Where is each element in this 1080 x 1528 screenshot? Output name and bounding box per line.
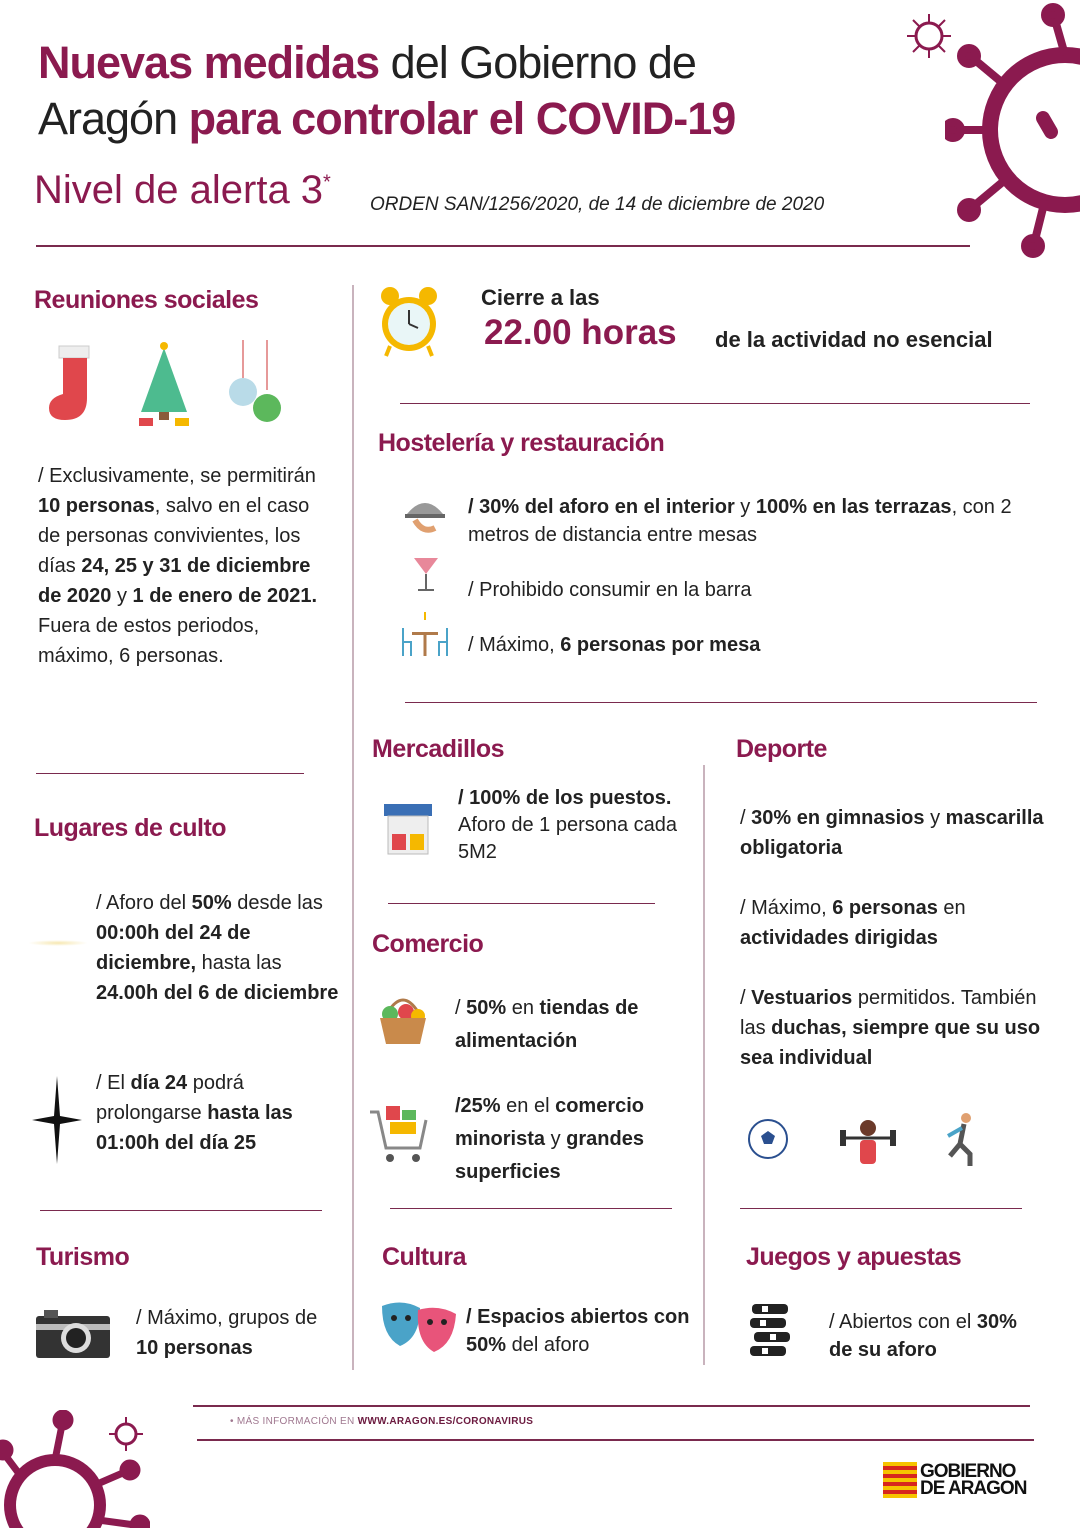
section-title-comercio: Comercio <box>372 930 484 958</box>
text: / Exclusivamente, se permitirán <box>38 465 316 487</box>
more-info: • MÁS INFORMACIÓN EN WWW.ARAGON.ES/CORONAVIRUS <box>230 1416 534 1427</box>
text: y <box>111 585 133 607</box>
text: en <box>937 897 966 919</box>
alert-level-text: Nivel de alerta 3 <box>34 168 324 212</box>
divider <box>36 245 970 247</box>
bold-text: / 100% de los puestos. <box>458 787 672 809</box>
more-info-label: MÁS INFORMACIÓN EN <box>236 1416 358 1427</box>
cultura-text <box>466 1303 701 1359</box>
bold-text: duchas, siempre que su uso sea individual <box>740 1017 1041 1069</box>
alarm-clock-icon <box>378 284 440 358</box>
text: , con 2 metros de distancia entre mesas <box>468 496 1012 546</box>
comercio-item <box>455 992 695 1058</box>
section-title-cultura: Cultura <box>382 1243 466 1271</box>
food-basket-icon <box>376 992 430 1048</box>
alert-level <box>34 168 331 213</box>
table-chairs-icon <box>400 612 450 658</box>
runner-icon <box>940 1112 980 1170</box>
text: Aforo de 1 persona cada 5M2 <box>458 814 678 863</box>
text: / Abiertos con el <box>829 1311 977 1333</box>
comercio-item <box>455 1090 700 1189</box>
more-info-link[interactable]: WWW.ARAGON.ES/CORONAVIRUS <box>357 1416 534 1427</box>
bold-text: 00:00h del 24 de diciembre, <box>96 922 251 974</box>
bold-text: 50% <box>466 997 507 1019</box>
aragon-flag-icon <box>883 1462 917 1498</box>
divider <box>405 702 1037 703</box>
hosteleria-item <box>468 493 1038 549</box>
closing-time: 22.00 horas <box>484 313 677 352</box>
hosteleria-item <box>468 630 760 660</box>
text: / Aforo del <box>96 892 192 914</box>
section-title-turismo: Turismo <box>36 1243 130 1271</box>
bold-text: 6 personas por mesa <box>560 634 761 656</box>
shopping-cart-icon <box>368 1102 430 1166</box>
bold-text: / Espacios abiertos con 50% <box>466 1306 690 1356</box>
text: permitidos. También las <box>740 987 1037 1039</box>
divider <box>193 1405 1030 1407</box>
bold-text: para controlar el COVID-19 <box>188 93 736 144</box>
glow-icon <box>28 940 88 946</box>
text: hasta las <box>196 952 282 974</box>
bold-text: tiendas de alimentación <box>455 997 639 1052</box>
bold-text: 10 personas <box>136 1337 253 1359</box>
bold-text: 30% en gimnasios <box>751 807 925 829</box>
divider <box>400 403 1030 404</box>
casino-chips-icon <box>748 1302 792 1358</box>
logo-line-2: DE ARAGON <box>920 1478 1027 1499</box>
text: en <box>506 997 540 1019</box>
alert-asterisk: * <box>323 171 331 194</box>
small-virus-icon <box>905 12 953 60</box>
sparkle-star-icon <box>32 1076 82 1164</box>
text: / <box>740 807 752 829</box>
virus-icon <box>945 0 1080 260</box>
text: podrá prolongarse <box>96 1072 244 1124</box>
christmas-tree-icon <box>135 340 193 428</box>
text: en el <box>500 1095 556 1117</box>
divider <box>740 1208 1022 1209</box>
cocktail-icon <box>412 550 440 594</box>
deporte-item <box>740 983 1060 1073</box>
bold-text: 1 de enero de 2021. <box>132 585 318 607</box>
bold-text: hasta las 01:00h del día 25 <box>96 1102 293 1154</box>
logo-line-1: GOBIERNO <box>920 1461 1016 1482</box>
bold-text: Nuevas medidas <box>38 37 380 88</box>
gobierno-aragon-logo <box>883 1462 1026 1498</box>
divider <box>388 903 655 904</box>
bold-text: grandes superficies <box>455 1128 644 1183</box>
text: y <box>924 807 946 829</box>
deporte-item <box>740 803 1060 863</box>
bold-text: 10 personas <box>38 495 155 517</box>
bold-text: día 24 <box>130 1072 188 1094</box>
section-title-juegos: Juegos y apuestas <box>746 1243 962 1271</box>
closing-suffix: de la actividad no esencial <box>715 327 993 352</box>
divider <box>40 1210 322 1211</box>
cloche-icon <box>405 492 445 538</box>
bold-text: 30% de su aforo <box>829 1311 1017 1361</box>
hosteleria-item <box>468 575 751 605</box>
deporte-item <box>740 893 1060 953</box>
closing-prefix: Cierre a las <box>481 285 600 310</box>
column-divider <box>352 285 354 1370</box>
bold-text: 24, 25 y 31 de diciembre de 2020 <box>38 555 311 607</box>
juegos-text <box>829 1308 1029 1364</box>
text: y <box>545 1128 567 1150</box>
bold-text: 100% en las terrazas <box>755 496 952 518</box>
market-stall-icon <box>382 802 434 856</box>
bold-text: Vestuarios <box>751 987 853 1009</box>
order-reference: ORDEN SAN/1256/2020, de 14 de diciembre de 2020 <box>370 194 825 215</box>
bold-text: mascarilla obligatoria <box>740 807 1044 859</box>
turismo-text <box>136 1303 336 1363</box>
section-title-culto: Lugares de culto <box>34 814 227 842</box>
divider <box>197 1439 1034 1441</box>
small-virus-icon <box>108 1416 144 1452</box>
text: Fuera de estos periodos, máximo, 6 personas. <box>38 615 260 667</box>
title-line-2 <box>38 92 735 146</box>
text: / Máximo, grupos de <box>136 1307 318 1329</box>
mercadillos-text <box>458 785 693 866</box>
text: / Máximo, <box>468 634 561 656</box>
christmas-stocking-icon <box>45 342 97 426</box>
culto-item <box>96 888 346 1008</box>
weightlifter-icon <box>838 1116 898 1166</box>
reuniones-text <box>38 461 328 671</box>
text: Aragón <box>38 93 189 144</box>
text: y <box>734 496 756 518</box>
column-divider <box>703 765 705 1365</box>
text: / <box>740 987 752 1009</box>
soccer-ball-icon <box>747 1118 789 1160</box>
text: , salvo en el caso de personas convivientes, los días <box>38 495 310 577</box>
bold-text: 24.00h del 6 de diciembre <box>96 982 339 1004</box>
text: del aforo <box>506 1334 590 1356</box>
culto-item <box>96 1068 346 1158</box>
divider <box>36 773 304 774</box>
bold-text: / 30% del aforo en el interior <box>468 496 735 518</box>
section-title-hosteleria: Hostelería y restauración <box>378 429 665 457</box>
bold-text: comercio minorista <box>455 1095 645 1150</box>
bold-text: actividades dirigidas <box>740 927 938 949</box>
camera-icon <box>36 1310 110 1358</box>
bold-text: 6 personas <box>832 897 938 919</box>
text: / Máximo, <box>740 897 833 919</box>
text: desde las <box>231 892 323 914</box>
section-title-deporte: Deporte <box>736 735 827 763</box>
text: / <box>455 997 467 1019</box>
christmas-ornaments-icon <box>225 340 285 428</box>
bold-text: /25% <box>455 1095 501 1117</box>
section-title-reuniones: Reuniones sociales <box>34 286 259 314</box>
bold-text: 50% <box>191 892 232 914</box>
section-title-mercadillos: Mercadillos <box>372 735 505 763</box>
title-line-1 <box>38 36 696 90</box>
theatre-masks-icon <box>380 1300 458 1354</box>
divider <box>390 1208 672 1209</box>
text: / El <box>96 1072 131 1094</box>
text: / Prohibido consumir en la barra <box>468 579 752 601</box>
text: del Gobierno de <box>379 37 696 88</box>
